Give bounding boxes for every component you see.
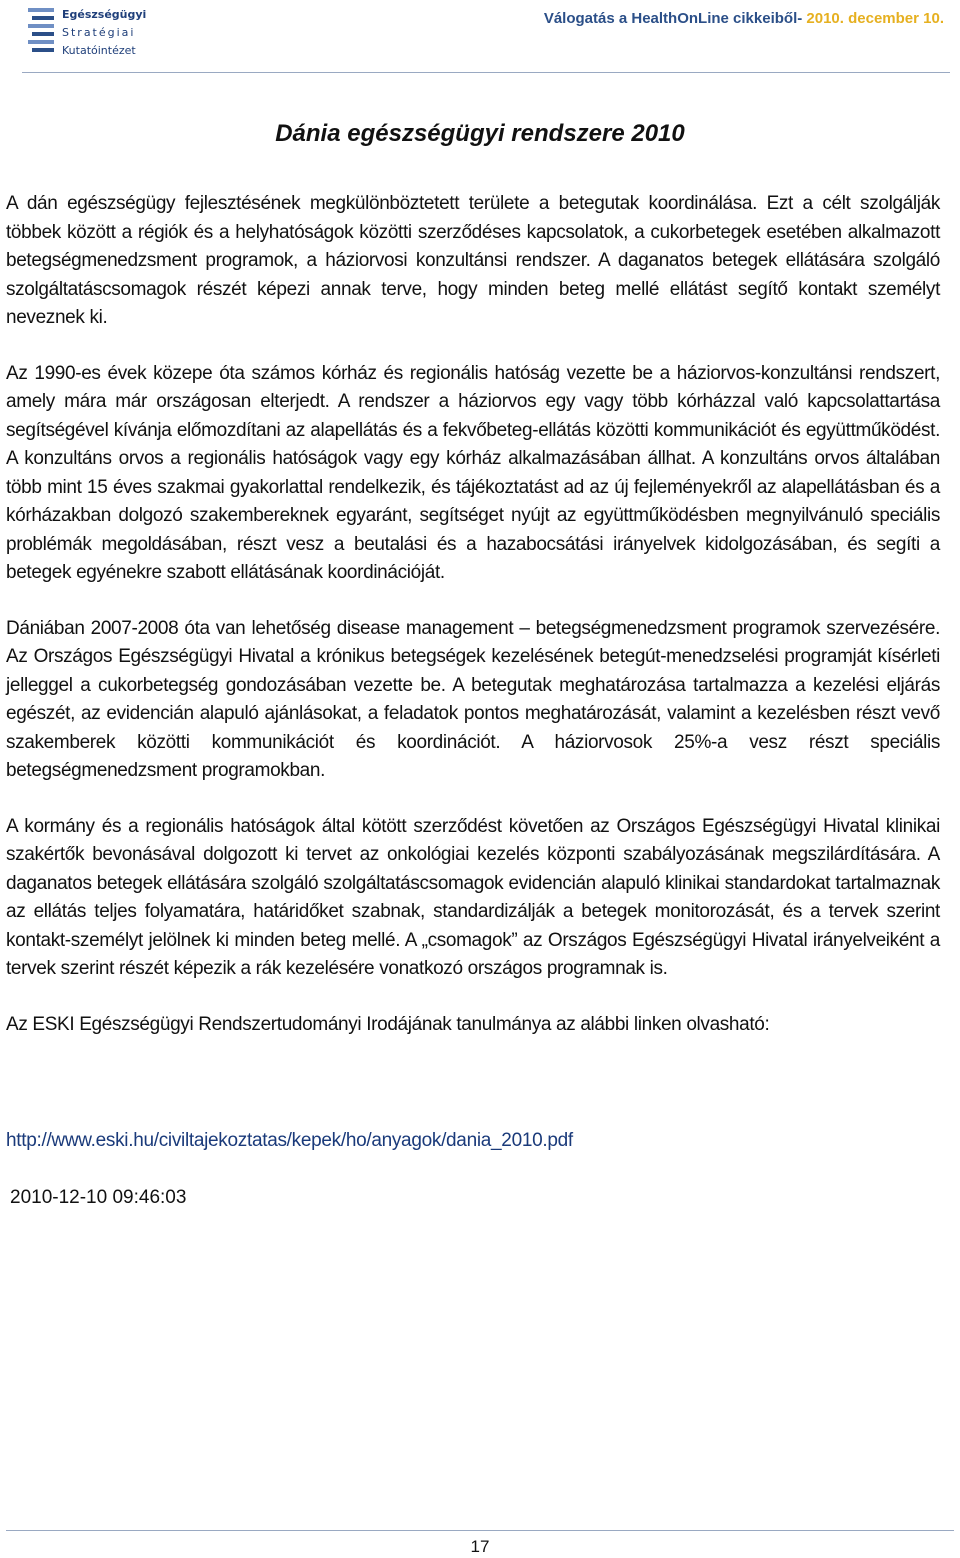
timestamp: 2010-12-10 09:46:03 bbox=[10, 1187, 187, 1208]
paragraph-3: Dániában 2007-2008 óta van lehetőség disease management – betegségmenedzsment programok szervezésére. Az Országos Egészségügyi Hivatal a krónikus betegségek kezelésének betegút-menedzselési programját kísérleti jelleggel a cukorbetegség gondozásában vezette be. A betegutak meghatározása tartalmazza a kezelési eljárás egészét, az evidencián alapuló ajánlásokat, a feladatok pontos meghatározását, valamint a kezelésben részt vevő szakemberek közötti kommunikációt és koordinációt. A háziorvosok 25%-a vesz részt speciális betegségmenedzsment programokban. bbox=[6, 617, 940, 781]
article-body bbox=[6, 190, 940, 1066]
logo-mark-icon bbox=[28, 6, 58, 62]
logo-line-1: Egészségügyi bbox=[62, 8, 147, 21]
study-link[interactable]: http://www.eski.hu/civiltajekoztatas/kepek/ho/anyagok/dania_2010.pdf bbox=[6, 1130, 573, 1151]
paragraph-5: Az ESKI Egészségügyi Rendszertudományi Irodájának tanulmánya az alábbi linken olvasható: bbox=[6, 1013, 770, 1035]
article-title: Dánia egészségügyi rendszere 2010 bbox=[275, 120, 685, 147]
logo-line-2: Stratégiai bbox=[62, 26, 136, 39]
page-number: 17 bbox=[470, 1537, 490, 1556]
eski-logo bbox=[28, 6, 147, 62]
paragraph-4: A kormány és a regionális hatóságok által kötött szerződést követően az Országos Egészségügyi Hivatal klinikai szakértők bevonásával dolgozott ki tervet az onkológiai kezelés központi szabályozásának megszilárdítására. A daganatos betegek ellátására szolgáló szolgáltatáscsomagok evidencián alapuló klinikai standardokat tartalmaznak az ellátás teljes folyamatára, határidőket szabnak, standardizálják a betegek monitorozását, és a tervek szerint kontakt-személyt jelölnek ki minden beteg mellé. A „csomagok” az Országos Egészségügyi Hivatal irányelveiként a tervek szerint részét képezik a rák kezelésére vonatkozó országos programnak is. bbox=[6, 815, 940, 979]
header-divider bbox=[22, 72, 950, 73]
logo-line-3: Kutatóintézet bbox=[62, 44, 136, 57]
date-label: 2010. december 10. bbox=[806, 10, 944, 27]
paragraph-2: Az 1990-es évek közepe óta számos kórház és regionális hatóság vezette be a háziorvos-konzultánsi rendszert, amely mára már országosan elterjedt. A rendszer a háziorvos egy vagy több kórházzal való kapcsolattartása segítségével kívánja előmozdítani az alapellátás és a fekvőbeteg-ellátás közötti kommunikációt és együttműködést. A konzultáns orvos a regionális hatóságok vagy egy kórház alkalmazásában állhat. A konzultáns orvos általában több mint 15 éves szakmai gyakorlattal rendelkezik, és tájékoztatást ad az új fejleményekről az alapellátásban és a kórházakban dolgozó szakembereknek egyaránt, segítséget nyújt az együttműködésben megnyilvánuló speciális problémák megoldásában, részt vesz a beutalási és a hazabocsátási irányelvek kidolgozásában, és segíti a betegek egyénekre szabott ellátásának koordinációját. bbox=[6, 362, 940, 583]
footer-divider bbox=[6, 1530, 954, 1531]
paragraph-1: A dán egészségügy fejlesztésének megkülönböztetett területe a betegutak koordinálása. Ezt a célt szolgálják többek között a régiók és a helyhatóságok közötti szerződéses kapcsolatok, a cukorbetegek esetében alkalmazott betegségmenedzsment programok, a háziorvosi konzultánsi rendszer. A daganatos betegek ellátására szolgáló szolgáltatáscsomagok részét képezi annak terve, hogy minden beteg mellé ellátást segítő kontakt személyt neveznek ki. bbox=[6, 193, 940, 328]
header-source bbox=[544, 10, 944, 27]
page-header bbox=[0, 0, 960, 72]
source-label: Válogatás a HealthOnLine cikkeiből- bbox=[543, 10, 803, 27]
